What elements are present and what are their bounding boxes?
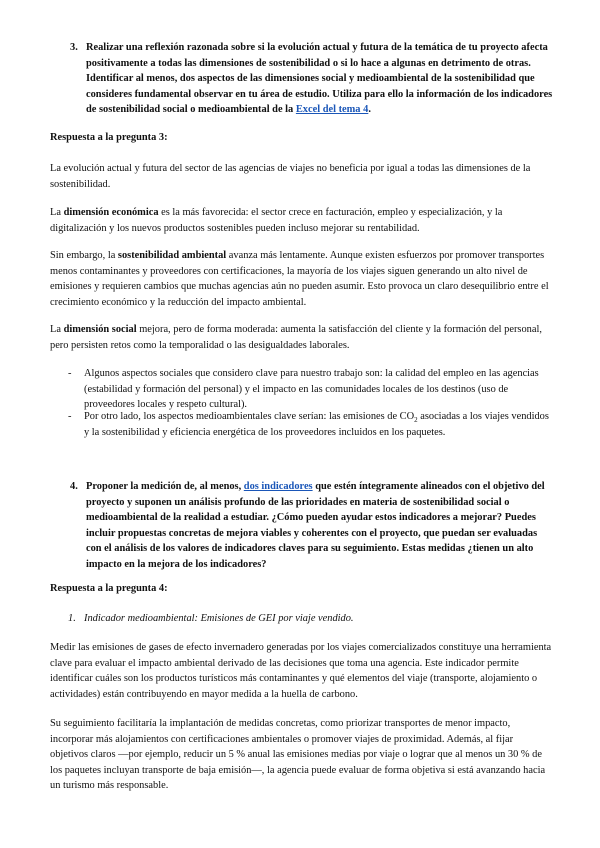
answer-3-paragraph-1: La evolución actual y futura del sector de las agencias de viajes no beneficia por igual a todas las dimensiones de la sostenibilidad. (50, 163, 531, 190)
bullet2-post: asociadas a los viajes vendidos y la sostenibilidad y eficiencia energética de los proveedores incluidos en los paquetes. (84, 411, 549, 438)
question-3 (70, 40, 554, 118)
indicator-1 (68, 611, 552, 627)
environmental-sustainability-term: sostenibilidad ambiental (117, 250, 227, 261)
question-4-text (86, 479, 554, 573)
indicator-1-number: 1. (68, 613, 76, 624)
question-4-post: que estén íntegramente alineados con el objetivo del proyecto y suponen un análisis profundo de las prioridades en materia de sostenibilidad social o medioambiental de la realidad a estudiar. ¿Cómo pueden ayudar estos indicadores a mejorar? Puedes incluir propuestas concretas de mejora viables y coherentes con el proyecto, que puedan ser evaluadas con el análisis de los valores de indicadores claves para su seguimiento. Estas medidas ¿tienen un alto impacto en la mejora de los indicadores? (86, 481, 545, 570)
excel-tema-4-link[interactable]: Excel del tema 4 (295, 104, 369, 116)
bullet2-pre: Por otro lado, los aspectos medioambientales clave serían: las emisiones de CO (84, 411, 415, 422)
question-3-period: . (368, 104, 371, 116)
co2-subscript: 2 (414, 416, 418, 425)
answer-3-heading: Respuesta a la pregunta 3: (50, 132, 168, 143)
question-4 (70, 479, 554, 573)
p3-pre: Sin embargo, la (50, 250, 118, 261)
p2-pre: La (50, 207, 64, 218)
bullet-social-aspects: Algunos aspectos sociales que considero clave para nuestro trabajo son: la calidad del empleo en las agencias (estabilidad y formación del personal) y el impacto en las comunidades locales de los destinos (uso de proveedores locales y respeto cultural). (84, 368, 539, 411)
answer-4-paragraph-1: Medir las emisiones de gases de efecto invernadero generadas por los viajes comercializados constituye una herramienta clave para evaluar el impacto ambiental derivado de las decisiones que toma una agencia. Este indicador permite identificar cuáles son los productos turísticos más contaminantes y qué elementos del viaje (transporte, alojamiento o actividades) están contribuyendo en mayor medida a la huella de carbono. (50, 642, 552, 700)
bullet-dash: - (68, 411, 72, 422)
bullet-dash: - (68, 368, 72, 379)
list-item (68, 409, 552, 440)
question-3-text (86, 40, 554, 118)
answer-4-paragraph-2: Su seguimiento facilitaría la implantación de medidas concretas, como priorizar transportes de menor impacto, incorporar más alojamientos con certificaciones ambientales o promover viajes de proximidad. Además, al fijar objetivos claros —por ejemplo, reducir un 5 % anual las emisiones medias por viaje o lograr que al menos un 30 % de los paquetes incluyan transporte de baja emisión—, la agencia puede evaluar de forma objetiva si está avanzando hacia un turismo más responsable. (50, 718, 546, 792)
p4-pre: La (50, 324, 64, 335)
social-dimension-term: dimensión social (63, 324, 137, 335)
answer-3-paragraph-2 (50, 205, 552, 236)
answer-4-heading: Respuesta a la pregunta 4: (50, 583, 168, 594)
p2-post: es la más favorecida: el sector crece en facturación, empleo y especialización, y la digitalización y los nuevos productos sostenibles pueden incluso mejorar su rentabilidad. (50, 207, 503, 234)
bullet-environmental-aspects (84, 409, 552, 440)
question-3-number: 3. (70, 42, 78, 53)
question-4-number: 4. (70, 481, 78, 492)
list-item (68, 366, 552, 413)
indicator-1-title: Indicador medioambiental: Emisiones de GEI por viaje vendido. (84, 613, 354, 624)
dos-indicadores-link[interactable]: dos indicadores (243, 481, 313, 492)
answer-3-paragraph-3 (50, 248, 552, 310)
p4-post: mejora, pero de forma moderada: aumenta la satisfacción del cliente y la formación del personal, pero persisten retos como la temporalidad o las desigualdades laborales. (50, 324, 542, 351)
p3-post: avanza más lentamente. Aunque existen esfuerzos por promover transportes menos contaminantes y proveedores con certificaciones, la mayoría de los viajes siguen generando un alto nivel de emisiones y requieren cambios que muchas agencias aún no pueden asumir. Esto provoca un claro desequilibrio entre el crecimiento económico y la reducción del impacto ambiental. (50, 250, 549, 308)
question-3-body: Realizar una reflexión razonada sobre si la evolución actual y futura de la temática de tu proyecto afecta positivamente a todas las dimensiones de sostenibilidad o si lo hace a algunas en detrimento de otras. Identificar al menos, dos aspectos de las dimensiones social y medioambiental de la sostenibilidad que consideres fundamental observar en tu área de estudio. Utiliza para ello la información de los indicadores de sostenibilidad social o medioambiental de la (86, 42, 553, 116)
question-4-pre: Proponer la medición de, al menos, (86, 481, 244, 492)
answer-3-paragraph-4 (50, 322, 552, 353)
economic-dimension-term: dimensión económica (63, 207, 159, 218)
